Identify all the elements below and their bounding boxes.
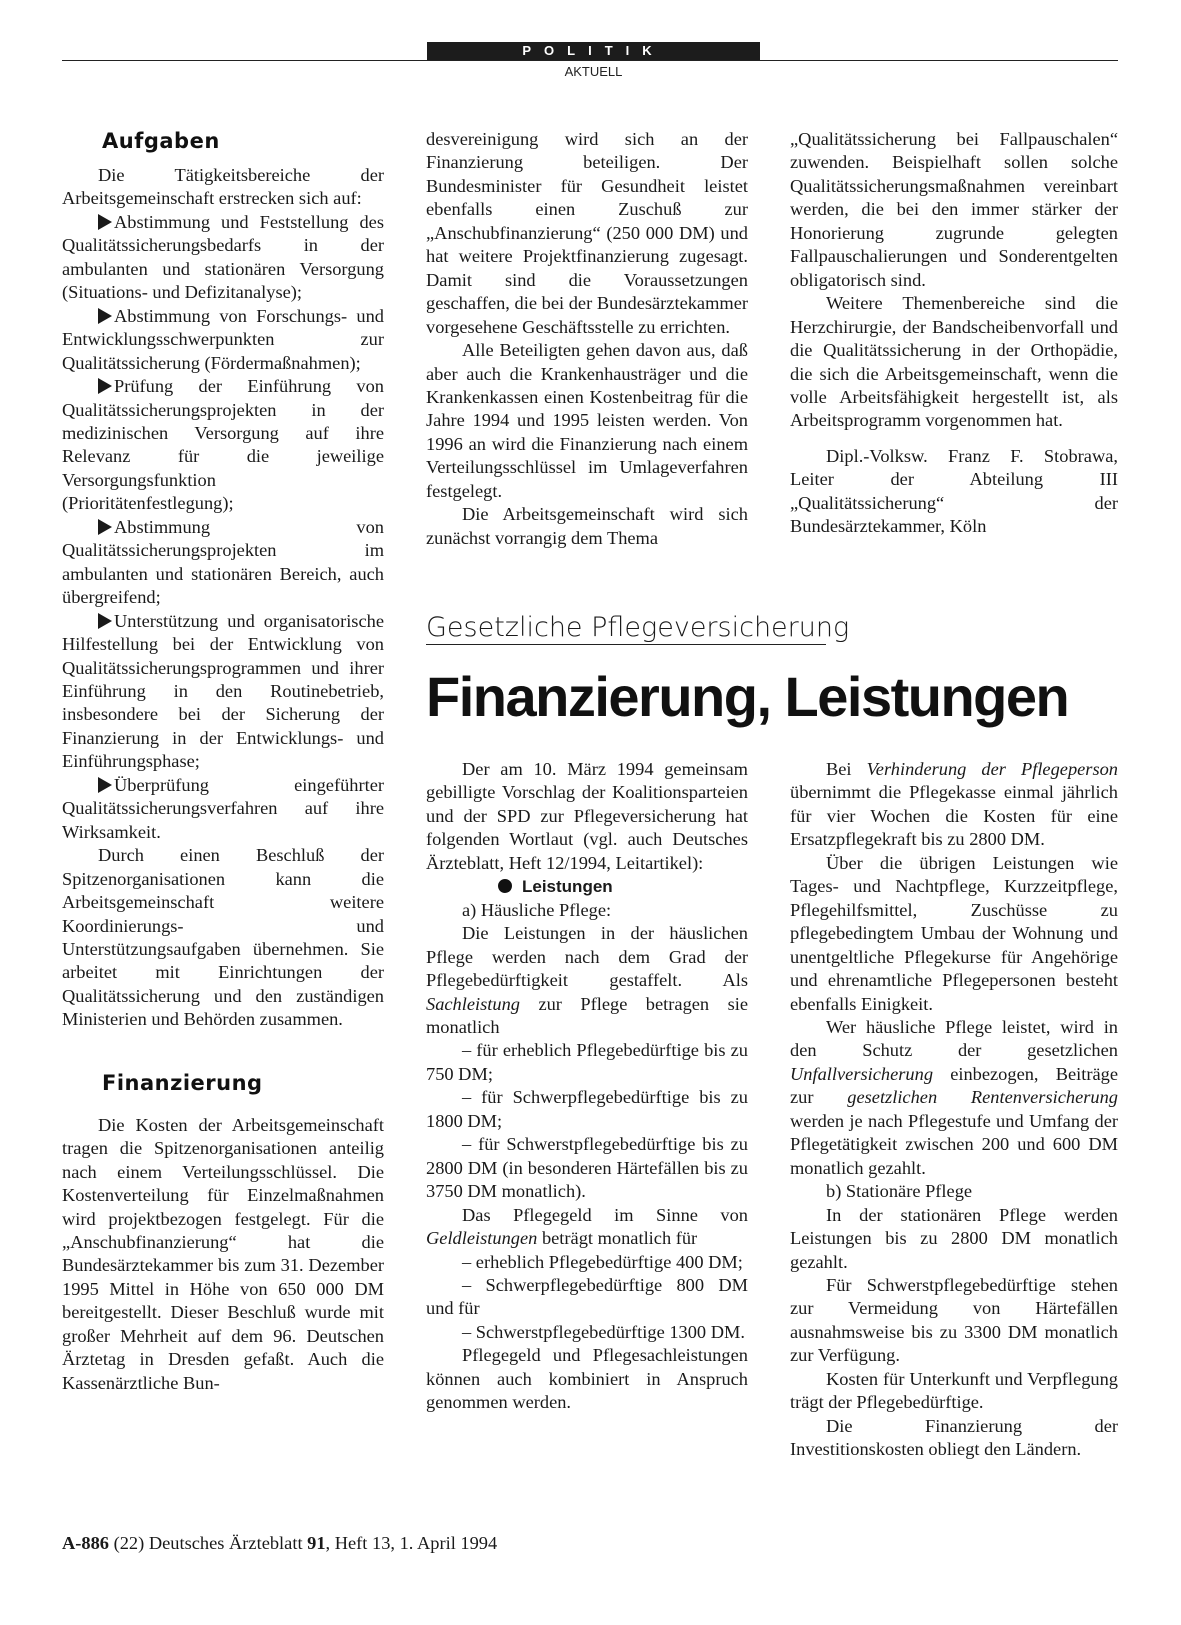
aufgaben-item: Abstimmung von Forschungs- und Entwicklungsschwerpunkten zur Qualitätssicherung (Fördermaßnahmen); — [62, 305, 384, 373]
header-rule — [62, 60, 1118, 61]
article-paragraph: Über die übrigen Leistungen wie Tages- und Nachtpflege, Kurzzeitpflege, Pflegehilfsmittel, Zuschüsse zu pflegebedingtem Umbau der Wohnung und unentgeltliche Pflegekurse für Angehörige und ehrenamtliche Pflegepersonen besteht ebenfalls Einigkeit. — [790, 852, 1118, 1014]
list-item: – Schwerstpflegebedürftige 1300 DM. — [462, 1321, 745, 1342]
page-number: A-886 — [62, 1533, 109, 1553]
list-item: – Schwerpflegebedürftige 800 DM und für — [426, 1274, 748, 1319]
column-1 — [62, 124, 384, 1395]
article-column-left — [426, 758, 748, 1415]
aufgaben-item: Prüfung der Einführung von Qualitätssicherungsprojekten in der medizinischen Versorgung auf ihre Relevanz für die jeweilige Versorgungsfunktion (Prioritätenfestlegung); — [62, 376, 384, 514]
article-column-right — [790, 758, 1118, 1462]
page-footer — [62, 1533, 497, 1554]
article-paragraph: Die Leistungen in der häuslichen Pflege werden nach dem Grad der Pflegebedürftigkeit gestaffelt. Als Sachleistung zur Pflege betragen sie monatlich — [426, 923, 748, 1037]
aufgaben-closing: Durch einen Beschluß der Spitzenorganisationen kann die Arbeitsgemeinschaft weitere Koordinierungs- und Unterstützungsaufgaben übernehmen. Sie arbeitet mit Einrichtungen der Qualitätssicherung und den zuständigen Ministerien und Behörden zusammen. — [62, 845, 384, 1030]
aufgaben-item: Überprüfung eingeführter Qualitätssicherungsverfahren auf ihre Wirksamkeit. — [62, 774, 384, 842]
arrow-icon — [98, 519, 112, 535]
arrow-icon — [98, 777, 112, 793]
aufgaben-item: Abstimmung und Feststellung des Qualitätssicherungsbedarfs in der ambulanten und stationären Versorgung (Situations- und Defizitanalyse); — [62, 211, 384, 303]
arrow-icon — [98, 378, 112, 394]
col3-paragraph: „Qualitätssicherung bei Fallpauschalen“ zuwenden. Beispielhaft sollen solche Qualitätssicherungsmaßnahmen vereinbart werden, die bei den immer stärker der Honorierung zugrunde gelegten Fallpauschalierungen und Sonderentgelten obligatorisch sind. — [790, 129, 1118, 290]
arrow-icon — [98, 613, 112, 629]
article-paragraph: Für Schwerstpflegebedürftige stehen zur Vermeidung von Härtefällen ausnahmsweise bis zu 3300 DM monatlich zur Verfügung. — [790, 1274, 1118, 1366]
col2-paragraph: Alle Beteiligten gehen davon aus, daß aber auch die Krankenhausträger und die Krankenkassen einen Kostenbeitrag für die Jahre 1994 und 1995 leisten werden. Von 1996 an wird die Finanzierung nach einem Verteilungsschlüssel im Umlageverfahren festgelegt. — [426, 340, 748, 501]
author-signature: Dipl.-Volksw. Franz F. Stobrawa, Leiter der Abteilung III „Qualitätssicherung“ der Bundesärztekammer, Köln — [790, 445, 1118, 537]
col2-paragraph: Die Arbeitsgemeinschaft wird sich zunächst vorrangig dem Thema — [426, 504, 748, 548]
bullet-icon — [498, 879, 512, 893]
article-paragraph: Pflegegeld und Pflegesachleistungen können auch kombiniert in Anspruch genommen werden. — [426, 1345, 748, 1413]
list-item: – für Schwerstpflegebedürftige bis zu 2800 DM (in besonderen Härtefällen bis zu 3750 DM monatlich). — [426, 1134, 748, 1202]
finanzierung-text: Die Kosten der Arbeitsgemeinschaft tragen die Spitzenorganisationen anteilig nach einem Verteilungsschlüssel. Die Kostenverteilung für Einzelmaßnahmen wird projektbezogen festgelegt. Für die „Anschubfinanzierung“ hat die Bundesärztekammer bis zum 31. Dezember 1995 Mittel in Höhe von 650 000 DM bereitgestellt. Dieser Beschluß wurde mit großer Mehrheit auf dem 96. Deutschen Ärztetag in Dresden gefaßt. Auch die Kassenärztliche Bun- — [62, 1114, 384, 1393]
arrow-icon — [98, 308, 112, 324]
section-label: POLITIK — [427, 42, 760, 60]
article-kicker: Gesetzliche Pflegeversicherung — [426, 612, 850, 643]
article-paragraph: In der stationären Pflege werden Leistungen bis zu 2800 DM monatlich gezahlt. — [790, 1204, 1118, 1272]
list-item: – für erheblich Pflegebedürftige bis zu 750 DM; — [426, 1040, 748, 1084]
article-paragraph: Kosten für Unterkunft und Verpflegung trägt der Pflegebedürftige. — [790, 1368, 1118, 1413]
column-3 — [790, 128, 1118, 539]
article-intro: Der am 10. März 1994 gemeinsam gebilligte Vorschlag der Koalitionsparteien und der SPD zur Pflegeversicherung hat folgenden Wortlaut (vgl. auch Deutsches Ärzteblatt, Heft 12/1994, Leitartikel): — [426, 759, 748, 873]
aufgaben-item: Unterstützung und organisatorische Hilfestellung bei der Entwicklung von Qualitätssicherungsprogrammen und ihrer Einführung in den Routinebetrieb, insbesondere bei der Sicherung der Finanzierung in der Entwicklungs- und Einführungsphase; — [62, 610, 384, 772]
col2-paragraph: desvereinigung wird sich an der Finanzierung beteiligen. Der Bundesminister für Gesundheit leistet ebenfalls einen Zuschuß zur „Anschubfinanzierung“ (250 000 DM) und hat weitere Projektfinanzierung zugesagt. Damit sind die Voraussetzungen geschaffen, die bei der Bundesärztekammer vorgesehene Geschäftsstelle zu errichten. — [426, 129, 748, 337]
arrow-icon — [98, 214, 112, 230]
list-item: – für Schwerpflegebedürftige bis zu 1800 DM; — [426, 1087, 748, 1131]
aufgaben-intro: Die Tätigkeitsbereiche der Arbeitsgemeinschaft erstrecken sich auf: — [62, 165, 384, 209]
column-2 — [426, 128, 748, 550]
footer-citation: (22) Deutsches Ärzteblatt 91, Heft 13, 1. April 1994 — [113, 1533, 498, 1553]
sub-heading-a: a) Häusliche Pflege: — [462, 899, 612, 920]
sub-heading-b: b) Stationäre Pflege — [826, 1181, 973, 1202]
article-paragraph: Wer häusliche Pflege leistet, wird in den Schutz der gesetzlichen Unfallversicherung einbezogen, Beiträge zur gesetzlichen Rentenversicherung werden je nach Pflegestufe und Umfang der Pflegetätigkeit zwischen 200 und 600 DM monatlich gezahlt. — [790, 1016, 1118, 1178]
col3-paragraph: Weitere Themenbereiche sind die Herzchirurgie, der Bandscheibenvorfall und die Qualitätssicherung in der Orthopädie, die sich die Arbeitsgemeinschaft, wenn die volle Arbeitsfähigkeit hergestellt ist, als Arbeitsprogramm vorgenommen hat. — [790, 293, 1118, 431]
list-item: – erheblich Pflegebedürftige 400 DM; — [462, 1251, 743, 1272]
aufgaben-item: Abstimmung von Qualitätssicherungsprojekten im ambulanten und stationären Bereich, auch übergreifend; — [62, 516, 384, 608]
article-paragraph: Bei Verhinderung der Pflegeperson übernimmt die Pflegekasse einmal jährlich für vier Wochen die Kosten für eine Ersatzpflegekraft bis zu 2800 DM. — [790, 759, 1119, 850]
article-paragraph: Die Finanzierung der Investitionskosten obliegt den Ländern. — [790, 1415, 1118, 1460]
bullet-heading: Leistungen — [426, 875, 748, 898]
subsection-label: AKTUELL — [564, 64, 623, 79]
article-headline: Finanzierung, Leistungen — [426, 665, 1069, 728]
heading-finanzierung: Finanzierung — [102, 1070, 263, 1095]
heading-aufgaben: Aufgaben — [102, 129, 220, 153]
article-paragraph: Das Pflegegeld im Sinne von Geldleistungen beträgt monatlich für — [426, 1204, 748, 1249]
